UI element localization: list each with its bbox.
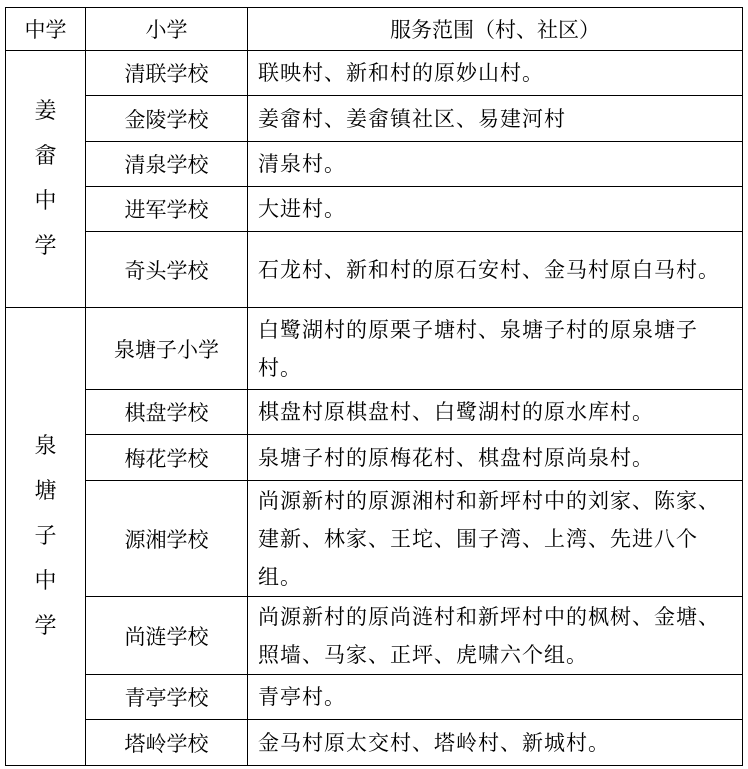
service-area: 尚源新村的原尚涟村和新坪村中的枫树、金塘、照墙、马家、正坪、虎啸六个组。 [248,597,743,675]
service-area: 尚源新村的原源湘村和新坪村中的刘家、陈家、建新、林家、王坨、围子湾、上湾、先进八个组。 [248,481,743,597]
table-row [6,187,743,232]
service-area: 清泉村。 [248,142,743,187]
middle-school-char: 畲 [34,144,57,169]
table-row [6,142,743,187]
middle-school-char: 学 [34,234,57,259]
middle-school-char: 姜 [34,99,57,124]
service-area: 白鹭湖村的原栗子塘村、泉塘子村的原泉塘子村。 [248,308,743,390]
table-row [6,481,743,597]
service-area: 泉塘子村的原梅花村、棋盘村原尚泉村。 [248,435,743,481]
table-row [6,51,743,96]
header-primary-school: 小学 [86,8,248,51]
table-row [6,232,743,308]
service-area: 金马村原太交村、塔岭村、新城村。 [248,720,743,766]
service-area: 姜畲村、姜畲镇社区、易建河村 [248,96,743,142]
primary-school-name: 棋盘学校 [86,390,248,435]
header-middle-school: 中学 [6,8,86,51]
middle-school-jiangshe [6,51,86,308]
table-row [6,675,743,720]
middle-school-char: 中 [34,569,57,594]
middle-school-quantangzi [6,308,86,766]
primary-school-name: 源湘学校 [86,481,248,597]
middle-school-char: 中 [34,189,57,214]
primary-school-name: 青亭学校 [86,675,248,720]
service-area: 大进村。 [248,187,743,232]
primary-school-name: 清联学校 [86,51,248,96]
school-service-table [5,7,743,766]
middle-school-char: 泉 [34,434,57,459]
table-row [6,435,743,481]
table-row [6,308,743,390]
service-area: 青亭村。 [248,675,743,720]
service-area: 棋盘村原棋盘村、白鹭湖村的原水库村。 [248,390,743,435]
header-service-range: 服务范围（村、社区） [248,8,743,51]
middle-school-char: 子 [34,524,57,549]
primary-school-name: 泉塘子小学 [86,308,248,390]
primary-school-name: 清泉学校 [86,142,248,187]
service-area: 联映村、新和村的原妙山村。 [248,51,743,96]
primary-school-name: 塔岭学校 [86,720,248,766]
middle-school-char: 学 [34,614,57,639]
primary-school-name: 尚涟学校 [86,597,248,675]
table-row [6,390,743,435]
primary-school-name: 奇头学校 [86,232,248,308]
primary-school-name: 梅花学校 [86,435,248,481]
table-row [6,597,743,675]
primary-school-name: 金陵学校 [86,96,248,142]
primary-school-name: 进军学校 [86,187,248,232]
middle-school-char: 塘 [34,479,57,504]
service-area: 石龙村、新和村的原石安村、金马村原白马村。 [248,232,743,308]
table-row [6,720,743,766]
table-row [6,96,743,142]
header-row [6,8,743,51]
